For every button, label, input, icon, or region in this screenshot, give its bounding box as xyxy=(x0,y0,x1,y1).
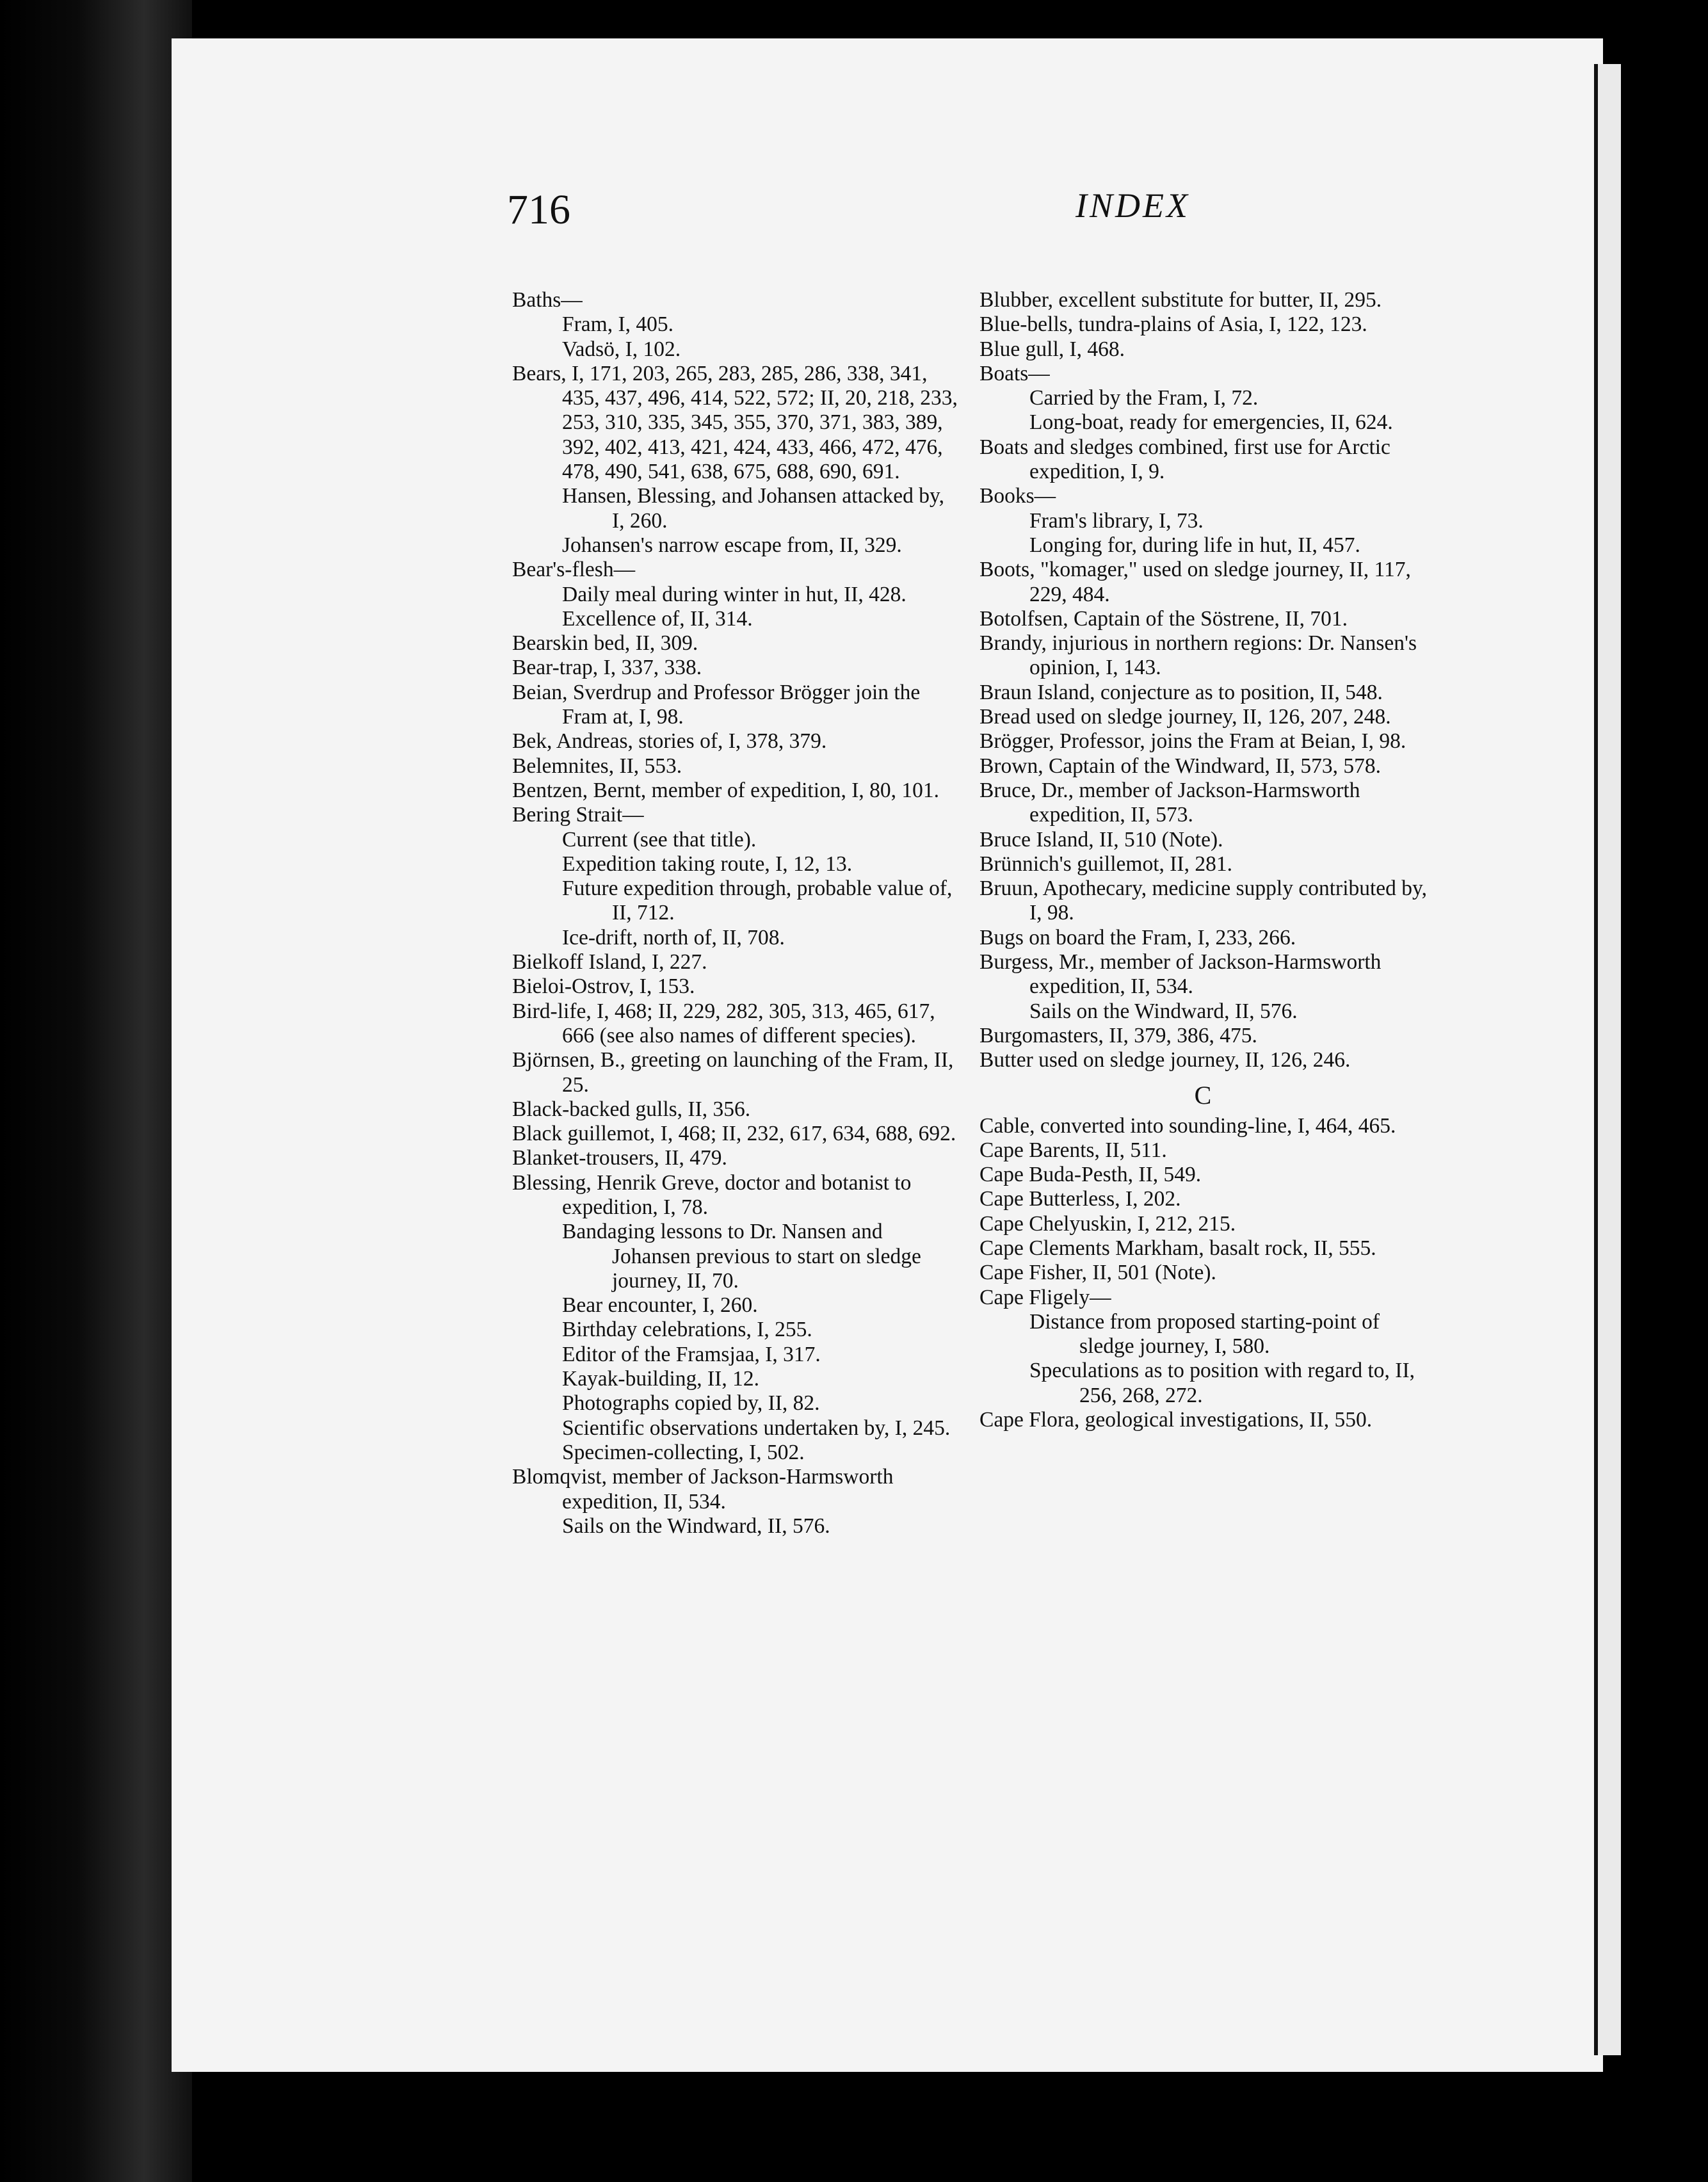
index-subentry: Vadsö, I, 102. xyxy=(562,337,681,361)
index-entry: Beian, Sverdrup and Professor Brögger join the Fram at, I, 98. xyxy=(512,680,921,729)
index-entry: Botolfsen, Captain of the Söstrene, II, 701. xyxy=(979,606,1348,631)
index-subentry: Bandaging lessons to Dr. Nansen and Johansen previous to start on sledge journey, II, 70. xyxy=(562,1220,921,1293)
index-entry: Butter used on sledge journey, II, 126, 246. xyxy=(979,1048,1351,1072)
index-subentry: Expedition taking route, I, 12, 13. xyxy=(562,852,853,876)
index-entry: Cape Fligely— xyxy=(979,1285,1111,1309)
index-entry: Brünnich's guillemot, II, 281. xyxy=(979,852,1232,876)
index-entry: Blanket-trousers, II, 479. xyxy=(512,1146,727,1170)
index-subentry: Fram's library, I, 73. xyxy=(1029,508,1204,533)
index-subentry: Kayak-building, II, 12. xyxy=(562,1367,759,1391)
index-entry: Books— xyxy=(979,484,1056,508)
index-subentry: Specimen-collecting, I, 502. xyxy=(562,1440,805,1464)
index-subentry: Hansen, Blessing, and Johansen attacked by, I, 260. xyxy=(562,484,944,533)
index-entry: Brown, Captain of the Windward, II, 573, 578. xyxy=(979,754,1381,778)
page-header xyxy=(339,166,1428,243)
index-subentry: Carried by the Fram, I, 72. xyxy=(1029,386,1259,410)
index-entry: Brandy, injurious in northern regions: Dr. Nansen's opinion, I, 143. xyxy=(979,631,1417,680)
index-entry: Bear's-flesh— xyxy=(512,558,636,582)
index-column-right xyxy=(979,288,1428,1432)
index-entry: Burgomasters, II, 379, 386, 475. xyxy=(979,1023,1257,1047)
index-subentry: Current (see that title). xyxy=(562,827,757,852)
index-subentry: Longing for, during life in hut, II, 457. xyxy=(1029,533,1360,557)
index-entry: Cape Barents, II, 511. xyxy=(979,1138,1167,1162)
index-entry: Boots, "komager," used on sledge journey, II, 117, 229, 484. xyxy=(979,558,1411,606)
index-entry: Baths— xyxy=(512,288,583,312)
index-entry: Bruce, Dr., member of Jackson-Harmsworth expedition, II, 573. xyxy=(979,778,1360,827)
index-entry: Bek, Andreas, stories of, I, 378, 379. xyxy=(512,729,827,754)
index-entry: Braun Island, conjecture as to position, II, 548. xyxy=(979,680,1383,704)
index-entry: Cape Buda-Pesth, II, 549. xyxy=(979,1163,1202,1187)
index-subentry: Johansen's narrow escape from, II, 329. xyxy=(562,533,902,557)
index-column-left xyxy=(512,288,960,1539)
index-entry: Cape Flora, geological investigations, II, 550. xyxy=(979,1408,1373,1432)
section-heading: C xyxy=(1194,1080,1213,1110)
index-entry: Blubber, excellent substitute for butter, II, 295. xyxy=(979,288,1382,312)
index-subentry: Distance from proposed starting-point of sledge journey, I, 580. xyxy=(1029,1309,1380,1359)
index-subentry: Sails on the Windward, II, 576. xyxy=(1029,999,1298,1023)
index-entry: Bering Strait— xyxy=(512,803,644,827)
index-entry: Cape Chelyuskin, I, 212, 215. xyxy=(979,1211,1236,1236)
index-subentry: Bear encounter, I, 260. xyxy=(562,1293,758,1318)
index-entry: Cable, converted into sounding-line, I, 464, 465. xyxy=(979,1113,1396,1138)
index-entry: Blessing, Henrik Greve, doctor and botanist to expedition, I, 78. xyxy=(512,1170,912,1219)
index-subentry: Photographs copied by, II, 82. xyxy=(562,1391,820,1416)
index-entry: Bird-life, I, 468; II, 229, 282, 305, 313, 465, 617, 666 (see also names of different species). xyxy=(512,999,935,1047)
index-subentry: Excellence of, II, 314. xyxy=(562,606,753,631)
index-entry: Bears, I, 171, 203, 265, 283, 285, 286, 338, 341, 435, 437, 496, 414, 522, 572; II, 20, 218, 233, 253, 310, 335, 345, 355, 370, 371, 383, 389, 392, 402, 413, 421, 424, 433, 466, 472, 476, 478, 490, 541, 638, 675, 688, 690, 691. xyxy=(512,361,958,484)
index-entry: Cape Butterless, I, 202. xyxy=(979,1187,1181,1211)
index-entry: Björnsen, B., greeting on launching of the Fram, II, 25. xyxy=(512,1048,954,1097)
index-entry: Black-backed gulls, II, 356. xyxy=(512,1097,751,1121)
index-entry: Bearskin bed, II, 309. xyxy=(512,631,698,656)
index-entry: Bear-trap, I, 337, 338. xyxy=(512,656,702,680)
index-subentry: Birthday celebrations, I, 255. xyxy=(562,1318,812,1342)
index-entry: Bruce Island, II, 510 (Note). xyxy=(979,827,1223,852)
index-entry: Bieloi-Ostrov, I, 153. xyxy=(512,974,695,999)
index-subentry: Sails on the Windward, II, 576. xyxy=(562,1514,830,1538)
index-entry: Blomqvist, member of Jackson-Harmsworth expedition, II, 534. xyxy=(512,1465,894,1514)
index-entry: Blue-bells, tundra-plains of Asia, I, 122, 123. xyxy=(979,312,1367,337)
index-subentry: Ice-drift, north of, II, 708. xyxy=(562,925,785,950)
index-subentry: Future expedition through, probable value of, II, 712. xyxy=(562,877,953,925)
index-entry: Boats and sledges combined, first use for Arctic expedition, I, 9. xyxy=(979,435,1390,484)
index-entry: Belemnites, II, 553. xyxy=(512,754,682,778)
page-right-edge xyxy=(1594,64,1621,2055)
index-entry: Brögger, Professor, joins the Fram at Beian, I, 98. xyxy=(979,729,1406,754)
index-entry: Boats— xyxy=(979,361,1050,385)
index-entry: Blue gull, I, 468. xyxy=(979,337,1125,361)
index-entry: Bruun, Apothecary, medicine supply contributed by, I, 98. xyxy=(979,877,1428,925)
index-entry: Bielkoff Island, I, 227. xyxy=(512,950,707,974)
index-subentry: Fram, I, 405. xyxy=(562,312,673,337)
index-subentry: Long-boat, ready for emergencies, II, 624. xyxy=(1029,410,1393,435)
index-entry: Bentzen, Bernt, member of expedition, I, 80, 101. xyxy=(512,778,940,802)
running-title: INDEX xyxy=(1076,186,1190,225)
index-subentry: Scientific observations undertaken by, I, 245. xyxy=(562,1416,951,1440)
index-entry: Cape Fisher, II, 501 (Note). xyxy=(979,1261,1216,1285)
index-subentry: Speculations as to position with regard to, II, 256, 268, 272. xyxy=(1029,1359,1415,1407)
index-subentry: Editor of the Framsjaa, I, 317. xyxy=(562,1342,821,1366)
index-entry: Black guillemot, I, 468; II, 232, 617, 634, 688, 692. xyxy=(512,1122,956,1146)
index-subentry: Daily meal during winter in hut, II, 428. xyxy=(562,582,906,606)
index-entry: Bread used on sledge journey, II, 126, 207, 248. xyxy=(979,705,1391,729)
index-entry: Cape Clements Markham, basalt rock, II, 555. xyxy=(979,1236,1376,1260)
page-number: 716 xyxy=(507,186,570,233)
book-binding-edge xyxy=(0,0,192,2182)
index-entry: Burgess, Mr., member of Jackson-Harmsworth expedition, II, 534. xyxy=(979,950,1382,999)
index-entry: Bugs on board the Fram, I, 233, 266. xyxy=(979,925,1296,950)
